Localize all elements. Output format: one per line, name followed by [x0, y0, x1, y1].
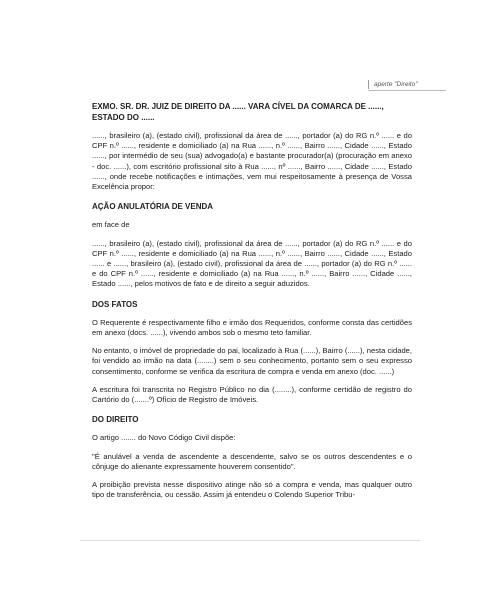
document-body	[92, 102, 412, 508]
header-divider	[368, 90, 446, 91]
page-bottom-divider	[80, 540, 420, 541]
law-paragraph-1: O artigo ....... do Novo Código Civil dispõe:	[92, 433, 236, 443]
header-tag: aperte "Direito"	[368, 80, 418, 89]
action-title: AÇÃO ANULATÓRIA DE VENDA	[92, 202, 214, 212]
law-quote: "É anulável a venda de ascendente a descendente, salvo se os outros descendentes e o cônjuge do alienante expressamente houverem consentido".	[92, 451, 412, 471]
facts-paragraph-3: A escritura foi transcrita no Registro Público no dia (........), conforme certidão de registro do Cartório do (.......º) Ofício de Registro de Imóveis.	[92, 384, 412, 405]
law-paragraph-2: A proibição prevista nesse dispositivo atinge não só a compra e venda, mas qualquer outro tipo de transferência, ou cessão. Assim já entendeu o Colendo Superior Tribu-	[92, 480, 412, 500]
facts-heading: DOS FATOS	[92, 299, 138, 309]
facts-paragraph-1: O Requerente é respectivamente filho e irmão dos Requeridos, conforme consta das certidões em anexo (docs. ......), vivendo ambos sob o mesmo teto familiar.	[92, 317, 412, 338]
facts-paragraph-2: No entanto, o imóvel de propriedade do pai, localizado à Rua (......), Bairro (......), nesta cidade, foi vendido ao irmão na data (........) sem o seu conhecimento, portanto sem o seu expresso consentimento, conforme se verifica da escritura de compra e venda em anexo (doc. ......)	[92, 346, 412, 376]
defendants-paragraph: ......, brasileiro (a), (estado civil), profissional da área de ......, portador (a) do RG n.º ...... e do CPF n.º ......, residente e domiciliado (a) na Rua ......, n.º ......, Bairro ......, Cidade ......, Estado ...... e ......, brasileiro (a), (estado civil), profissional da área de ......, portador (a) do RG n.º ...... e do CPF n.º ......, residente e domiciliado (a) na Rua ......, n.º ......, Bairro ......, Cidade ......, Estado ......, pelos motivos de fato e de direito a seguir aduzidos.	[92, 238, 412, 289]
em-face-paragraph: em face de	[92, 220, 130, 230]
law-heading: DO DIREITO	[92, 415, 139, 425]
document-title: EXMO. SR. DR. JUIZ DE DIREITO DA ...... VARA CÍVEL DA COMARCA DE ......, ESTADO DO ......	[92, 102, 384, 122]
intro-paragraph: ......, brasileiro (a), (estado civil), profissional da área de ......, portador (a) do RG n.º ...... e do CPF n.º ......, residente e domiciliado (a) na Rua ......, n.º ......, Bairro ......, Cidade ......, Estado ......, por intermédio de seu (sua) advogado(a) e bastante procurador(a) (procuração em anexo - doc. ......), com escritório profissional sito à Rua ......, nº ......, Bairro ......, Cidade ......, Estado ......, onde recebe notificações e intimações, vem mui respeitosamente à presença de Vossa Excelência propor:	[92, 131, 412, 192]
